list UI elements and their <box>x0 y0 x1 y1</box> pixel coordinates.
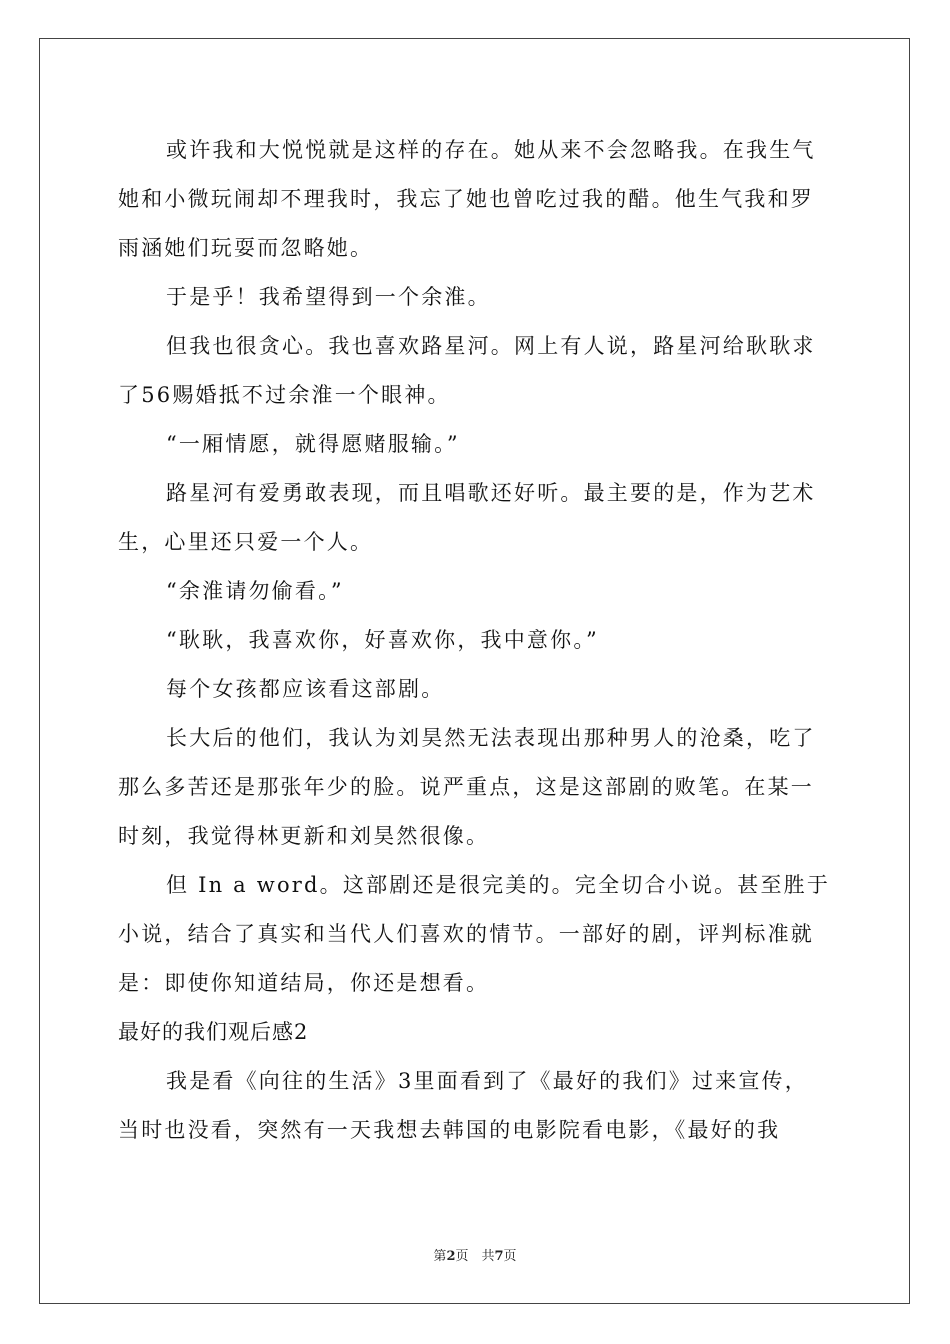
section-heading: 最好的我们观后感2 <box>118 1020 309 1044</box>
quote-line: “一厢情愿，就得愿赌服输。” <box>166 432 460 456</box>
text-line: 了56赐婚抵不过余淮一个眼神。 <box>118 383 451 407</box>
page-prefix: 第 <box>433 1249 447 1264</box>
text-line: 是：即使你知道结局，你还是想看。 <box>118 971 490 995</box>
text-line: 那么多苦还是那张年少的脸。说严重点，这是这部剧的败笔。在某一 <box>118 775 814 799</box>
page-footer <box>0 1248 950 1266</box>
page-current: 2 <box>446 1249 456 1264</box>
text-line: 当时也没看，突然有一天我想去韩国的电影院看电影，《最好的我 <box>118 1118 781 1142</box>
text-line: 长大后的他们，我认为刘昊然无法表现出那种男人的沧桑，吃了 <box>166 726 816 750</box>
page-middle: 页 共 <box>455 1249 495 1264</box>
text-line: 雨涵她们玩耍而忽略她。 <box>118 236 374 260</box>
text-line: 于是乎！我希望得到一个余淮。 <box>166 285 491 309</box>
page-total: 7 <box>494 1249 504 1264</box>
text-line: 时刻，我觉得林更新和刘昊然很像。 <box>118 824 490 848</box>
document-body <box>118 126 832 1155</box>
text-line: 她和小微玩闹却不理我时，我忘了她也曾吃过我的醋。他生气我和罗 <box>118 187 814 211</box>
text-line: 或许我和大悦悦就是这样的存在。她从来不会忽略我。在我生气 <box>166 138 816 162</box>
text-line: 生，心里还只爱一个人。 <box>118 530 374 554</box>
quote-line: “余淮请勿偷看。” <box>166 579 344 603</box>
text-line: 我是看《向往的生活》3里面看到了《最好的我们》过来宣传， <box>166 1069 808 1093</box>
text-line: 但我也很贪心。我也喜欢路星河。网上有人说，路星河给耿耿求 <box>166 334 816 358</box>
quote-line: “耿耿，我喜欢你，好喜欢你，我中意你。” <box>166 628 599 652</box>
page-suffix: 页 <box>503 1249 517 1264</box>
text-line: 路星河有爱勇敢表现，而且唱歌还好听。最主要的是，作为艺术 <box>166 481 816 505</box>
text-line: 每个女孩都应该看这部剧。 <box>166 677 445 701</box>
text-line: 小说，结合了真实和当代人们喜欢的情节。一部好的剧，评判标准就 <box>118 922 814 946</box>
text-line: 但 In a word。这部剧还是很完美的。完全切合小说。甚至胜于 <box>166 873 831 897</box>
